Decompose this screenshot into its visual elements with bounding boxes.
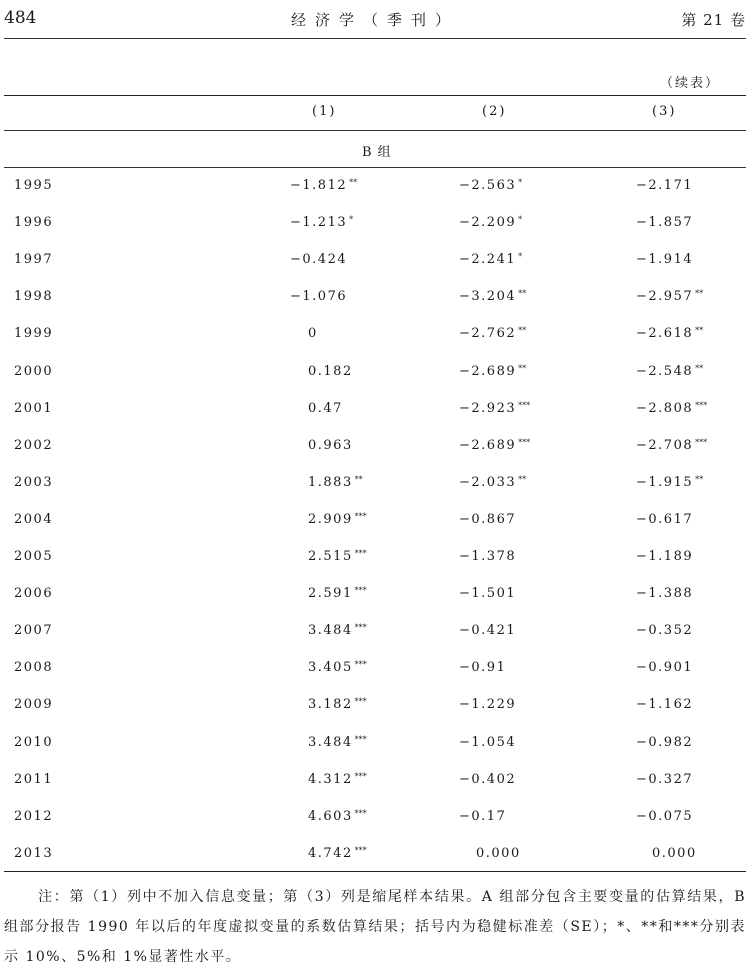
value-cell-col1 (308, 549, 367, 564)
value-cell-col2 (459, 178, 522, 193)
coefficient: −1.857 (636, 215, 694, 231)
value-cell-col2 (459, 623, 516, 638)
table-row (0, 215, 750, 252)
year-cell: 1999 (14, 326, 54, 342)
significance-stars: *** (518, 437, 531, 447)
column-header-2: (2) (482, 104, 507, 119)
coefficient: 0.000 (652, 845, 697, 861)
significance-stars: ** (695, 363, 704, 373)
year-cell: 1997 (14, 252, 54, 268)
significance-stars: *** (695, 437, 708, 447)
significance-stars: ** (518, 474, 527, 484)
significance-stars: *** (354, 845, 367, 855)
coefficient: −0.617 (636, 511, 694, 527)
table-row (0, 326, 750, 363)
value-cell-col2 (459, 401, 530, 416)
coefficient: −2.171 (636, 178, 694, 193)
significance-stars: *** (354, 697, 367, 707)
value-cell-col2 (459, 364, 526, 379)
coefficient: 0.47 (308, 400, 343, 416)
value-cell-col2 (459, 512, 516, 527)
significance-stars: *** (354, 623, 367, 633)
coefficient: 3.484 (308, 734, 353, 750)
table-row (0, 252, 750, 289)
journal-title: 经济学（季刊） (290, 11, 459, 29)
note-text: 注：第（1）列中不加入信息变量；第（3）列是缩尾样本结果。A 组部分包含主要变量的估算结果，B 组部分报告 1990 年以后的年度虚拟变量的系数估算结果；括号内为稳健标准差（SE）；*、**和***分别表示 10%、5%和 1%显著性水平。 (4, 889, 746, 965)
coefficient: −0.327 (636, 771, 694, 787)
table-row (0, 660, 750, 697)
year-cell: 2006 (14, 586, 54, 602)
coefficient: −0.352 (636, 623, 694, 639)
coefficient: −2.689 (459, 363, 517, 379)
significance-stars: ** (518, 363, 527, 373)
coefficient: 0.963 (308, 437, 353, 453)
coefficient: −0.867 (459, 511, 517, 527)
coefficient: −0.901 (636, 660, 694, 676)
coefficient: −0.075 (636, 808, 694, 824)
value-cell-col3 (636, 809, 693, 824)
significance-stars: ** (518, 289, 527, 299)
table-row (0, 846, 750, 883)
significance-stars: * (518, 178, 523, 187)
significance-stars: * (518, 252, 523, 262)
coefficient: −0.421 (459, 623, 517, 639)
coefficient: −2.209 (459, 215, 517, 231)
value-cell-col3 (636, 289, 703, 304)
coefficient: −1.189 (636, 549, 694, 564)
value-cell-col3 (636, 697, 693, 712)
value-cell-col1 (308, 660, 367, 675)
value-cell-col1 (308, 586, 367, 601)
year-cell: 1995 (14, 178, 54, 193)
coefficient: −2.033 (459, 474, 517, 490)
significance-stars: *** (354, 808, 367, 818)
year-cell: 2009 (14, 697, 54, 713)
value-cell-col1 (308, 364, 353, 379)
coefficient: −2.689 (459, 437, 517, 453)
coefficient: −1.915 (636, 474, 694, 490)
year-cell: 2001 (14, 400, 54, 416)
table-row (0, 401, 750, 438)
value-cell-col1 (290, 289, 347, 304)
group-rule (4, 167, 746, 168)
value-cell-col2 (459, 660, 506, 675)
coefficient: −2.618 (636, 326, 694, 342)
value-cell-col3 (652, 846, 697, 861)
value-cell-col3 (636, 326, 703, 341)
coefficient: −2.548 (636, 363, 694, 379)
table-row (0, 364, 750, 401)
coefficient: −1.054 (459, 734, 517, 750)
page-header (4, 8, 746, 32)
coefficient: 0 (308, 326, 318, 342)
value-cell-col1 (308, 735, 367, 750)
table-note (4, 882, 746, 972)
year-cell: 2002 (14, 437, 54, 453)
year-cell: 2010 (14, 734, 54, 750)
table-top-rule (4, 95, 746, 96)
value-cell-col1 (308, 401, 343, 416)
continued-label: （续表） (659, 76, 720, 91)
value-cell-col2 (459, 586, 516, 601)
value-cell-col1 (308, 438, 353, 453)
value-cell-col3 (636, 401, 707, 416)
value-cell-col1 (290, 252, 347, 267)
year-cell: 2004 (14, 511, 54, 527)
table-bottom-rule (4, 871, 746, 872)
coefficient: −1.229 (459, 697, 517, 713)
significance-stars: ** (518, 326, 527, 336)
table-row (0, 735, 750, 772)
value-cell-col3 (636, 252, 693, 267)
year-cell: 2000 (14, 363, 54, 379)
significance-stars: ** (695, 289, 704, 299)
header-bottom-rule (4, 130, 746, 131)
column-header-1: (1) (312, 104, 337, 119)
significance-stars: * (349, 215, 354, 225)
coefficient: −2.957 (636, 289, 694, 305)
year-cell: 2013 (14, 845, 54, 861)
value-cell-col2 (459, 252, 522, 267)
value-cell-col3 (636, 623, 693, 638)
coefficient: −0.982 (636, 734, 694, 750)
coefficient: −1.162 (636, 697, 694, 713)
coefficient: 3.182 (308, 697, 353, 713)
value-cell-col1 (308, 697, 367, 712)
significance-stars: *** (354, 511, 367, 521)
value-cell-col3 (636, 586, 693, 601)
value-cell-col2 (459, 549, 516, 564)
value-cell-col3 (636, 772, 693, 787)
table-row (0, 438, 750, 475)
year-cell: 2003 (14, 474, 54, 490)
table-row (0, 772, 750, 809)
header-rule (4, 38, 746, 39)
significance-stars: *** (354, 549, 367, 558)
coefficient: −1.812 (290, 178, 348, 193)
coefficient: 4.603 (308, 808, 353, 824)
value-cell-col3 (636, 735, 693, 750)
coefficient: 2.515 (308, 549, 353, 564)
coefficient: 2.591 (308, 586, 353, 602)
coefficient: 2.909 (308, 511, 353, 527)
coefficient: −0.402 (459, 771, 517, 787)
table-row (0, 809, 750, 846)
table-row (0, 697, 750, 734)
year-cell: 2007 (14, 623, 54, 639)
value-cell-col2 (459, 215, 522, 230)
significance-stars: ** (695, 474, 704, 484)
value-cell-col2 (459, 809, 506, 824)
coefficient: 3.405 (308, 660, 353, 676)
value-cell-col3 (636, 475, 703, 490)
value-cell-col3 (636, 512, 693, 527)
year-cell: 2005 (14, 549, 54, 564)
column-header-3: (3) (652, 104, 677, 119)
significance-stars: ** (354, 474, 363, 484)
value-cell-col1 (290, 178, 357, 193)
table-row (0, 623, 750, 660)
value-cell-col3 (636, 660, 693, 675)
coefficient: −2.708 (636, 437, 694, 453)
value-cell-col3 (636, 215, 693, 230)
coefficient: −0.424 (290, 252, 348, 268)
table-row (0, 586, 750, 623)
year-cell: 2011 (14, 771, 54, 787)
value-cell-col3 (636, 178, 693, 193)
significance-stars: *** (354, 771, 367, 781)
significance-stars: *** (695, 400, 708, 410)
coefficient: 4.312 (308, 771, 353, 787)
table-row (0, 549, 750, 586)
table-row (0, 475, 750, 512)
volume-label: 第 21 卷 (681, 11, 746, 29)
year-cell: 2008 (14, 660, 54, 676)
value-cell-col2 (459, 326, 526, 341)
value-cell-col1 (308, 846, 367, 861)
coefficient: −2.808 (636, 400, 694, 416)
table-row (0, 289, 750, 326)
value-cell-col2 (459, 289, 526, 304)
value-cell-col2 (459, 735, 516, 750)
coefficient: −2.762 (459, 326, 517, 342)
value-cell-col3 (636, 364, 703, 379)
significance-stars: * (518, 215, 523, 225)
value-cell-col1 (308, 512, 367, 527)
value-cell-col3 (636, 438, 707, 453)
coefficient: −1.914 (636, 252, 694, 268)
coefficient: −1.213 (290, 215, 348, 231)
coefficient: −0.91 (459, 660, 507, 676)
coefficient: 1.883 (308, 474, 353, 490)
year-cell: 1998 (14, 289, 54, 305)
value-cell-col3 (636, 549, 693, 564)
coefficient: 4.742 (308, 845, 353, 861)
coefficient: −1.388 (636, 586, 694, 602)
coefficient: 0.000 (476, 845, 521, 861)
table-row (0, 178, 750, 215)
value-cell-col1 (308, 475, 363, 490)
coefficient: 3.484 (308, 623, 353, 639)
coefficient: −2.563 (459, 178, 517, 193)
coefficient: 0.182 (308, 363, 353, 379)
value-cell-col1 (308, 623, 367, 638)
value-cell-col1 (308, 772, 367, 787)
significance-stars: ** (349, 178, 358, 187)
value-cell-col2 (476, 846, 521, 861)
year-cell: 1996 (14, 215, 54, 231)
coefficient: −2.923 (459, 400, 517, 416)
significance-stars: *** (354, 586, 367, 596)
significance-stars: ** (695, 326, 704, 336)
coefficient: −1.076 (290, 289, 348, 305)
value-cell-col1 (308, 809, 367, 824)
coefficient: −0.17 (459, 808, 507, 824)
value-cell-col2 (459, 772, 516, 787)
group-label: B 组 (362, 145, 392, 160)
year-cell: 2012 (14, 808, 54, 824)
value-cell-col2 (459, 475, 526, 490)
value-cell-col2 (459, 697, 516, 712)
coefficient: −2.241 (459, 252, 517, 268)
significance-stars: *** (354, 734, 367, 744)
value-cell-col1 (308, 326, 318, 341)
coefficient: −3.204 (459, 289, 517, 305)
coefficient: −1.378 (459, 549, 517, 564)
page-number: 484 (4, 8, 37, 28)
table-row (0, 512, 750, 549)
value-cell-col2 (459, 438, 530, 453)
value-cell-col1 (290, 215, 353, 230)
significance-stars: *** (518, 400, 531, 410)
coefficient: −1.501 (459, 586, 517, 602)
significance-stars: *** (354, 660, 367, 670)
